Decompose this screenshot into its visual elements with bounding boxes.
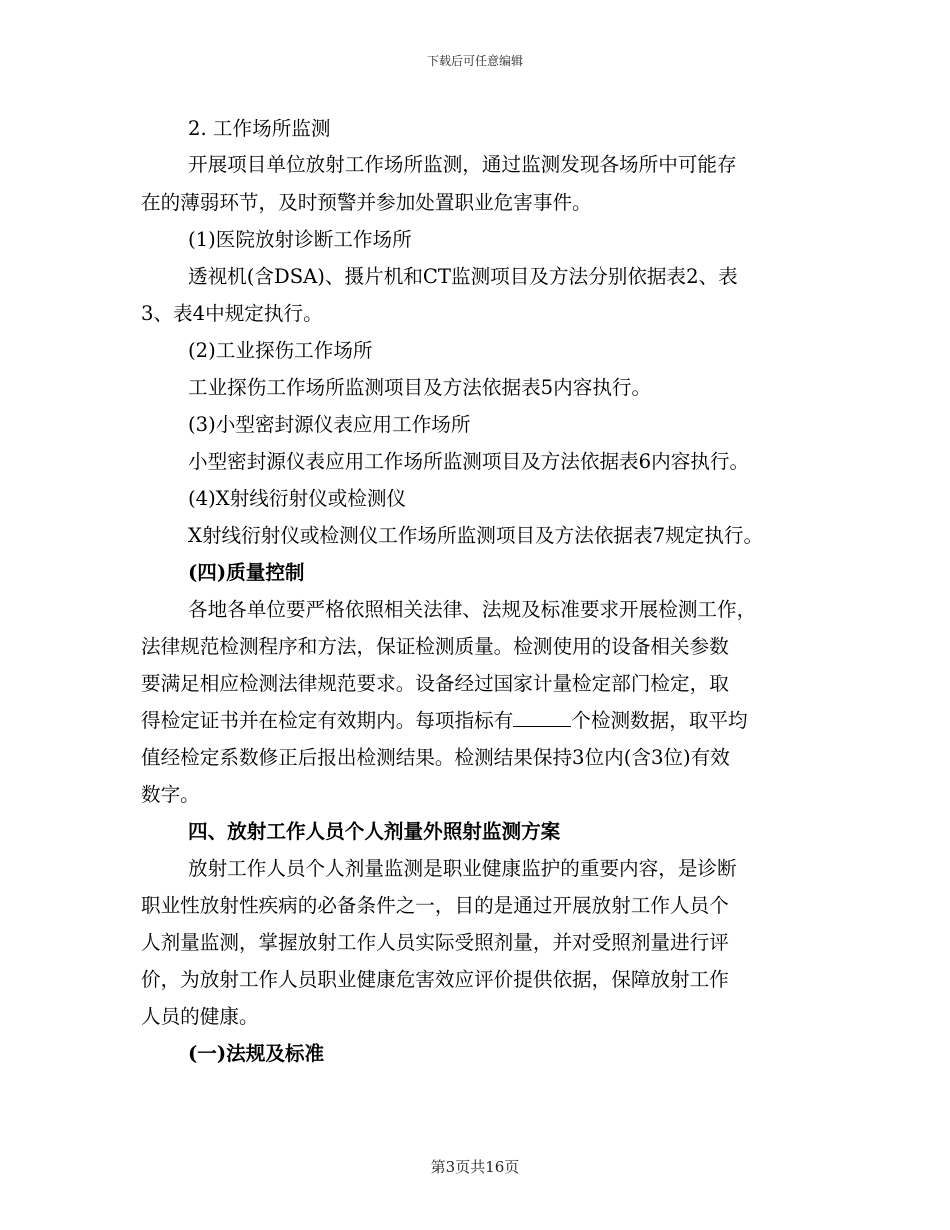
fill-in-blank (513, 709, 571, 727)
paragraph-line: X射线衍射仪或检测仪工作场所监测项目及方法依据表7规定执行。 (188, 524, 764, 547)
paragraph-line: 各地各单位要严格依照相关法律、法规及标准要求开展检测工作， (188, 598, 757, 621)
paragraph-line: 数字。 (141, 783, 200, 806)
paragraph-line: 3、表4中规定执行。 (141, 302, 323, 325)
paragraph-line-with-blank (141, 709, 748, 733)
paragraph-line: 值经检定系数修正后报出检测结果。检测结果保持3位内(含3位)有效 (141, 746, 730, 769)
paragraph-line: 人剂量监测，掌握放射工作人员实际受照剂量，并对受照剂量进行评 (141, 931, 729, 954)
paragraph-line: 开展项目单位放射工作场所监测，通过监测发现各场所中可能存 (188, 153, 737, 176)
subsection-heading: (4)X射线衍射仪或检测仪 (188, 487, 407, 510)
page-number-footer: 第3页共16页 (430, 1158, 520, 1176)
paragraph-line: 职业性放射性疾病的必备条件之一，目的是通过开展放射工作人员个 (141, 894, 729, 917)
paragraph-line: 透视机(含DSA)、摄片机和CT监测项目及方法分别依据表2、表 (188, 265, 738, 288)
section-heading-regulations: (一)法规及标准 (188, 1042, 325, 1065)
paragraph-line: 价，为放射工作人员职业健康危害效应评价提供依据，保障放射工作 (141, 968, 729, 991)
subsection-heading: (3)小型密封源仪表应用工作场所 (188, 413, 471, 436)
section-heading-dose-monitoring: 四、放射工作人员个人剂量外照射监测方案 (188, 820, 561, 843)
subsection-heading: (2)工业探伤工作场所 (188, 339, 373, 362)
section-heading: 2. 工作场所监测 (188, 117, 331, 140)
section-heading-quality-control: (四)质量控制 (188, 561, 305, 584)
subsection-heading: (1)医院放射诊断工作场所 (188, 228, 412, 251)
paragraph-line: 要满足相应检测法律规范要求。设备经过国家计量检定部门检定，取 (141, 672, 729, 695)
paragraph-line: 人员的健康。 (141, 1005, 259, 1028)
page-header-note: 下载后可任意编辑 (426, 54, 523, 68)
paragraph-text: 得检定证书并在检定有效期内。每项指标有 (141, 709, 514, 732)
paragraph-line: 在的薄弱环节，及时预警并参加处置职业危害事件。 (141, 191, 592, 214)
paragraph-line: 小型密封源仪表应用工作场所监测项目及方法依据表6内容执行。 (188, 450, 750, 473)
paragraph-line: 法律规范检测程序和方法，保证检测质量。检测使用的设备相关参数 (141, 635, 729, 658)
paragraph-line: 放射工作人员个人剂量监测是职业健康监护的重要内容，是诊断 (188, 857, 737, 880)
paragraph-line: 工业探伤工作场所监测项目及方法依据表5内容执行。 (188, 376, 652, 399)
paragraph-text: 个检测数据，取平均 (571, 709, 748, 732)
